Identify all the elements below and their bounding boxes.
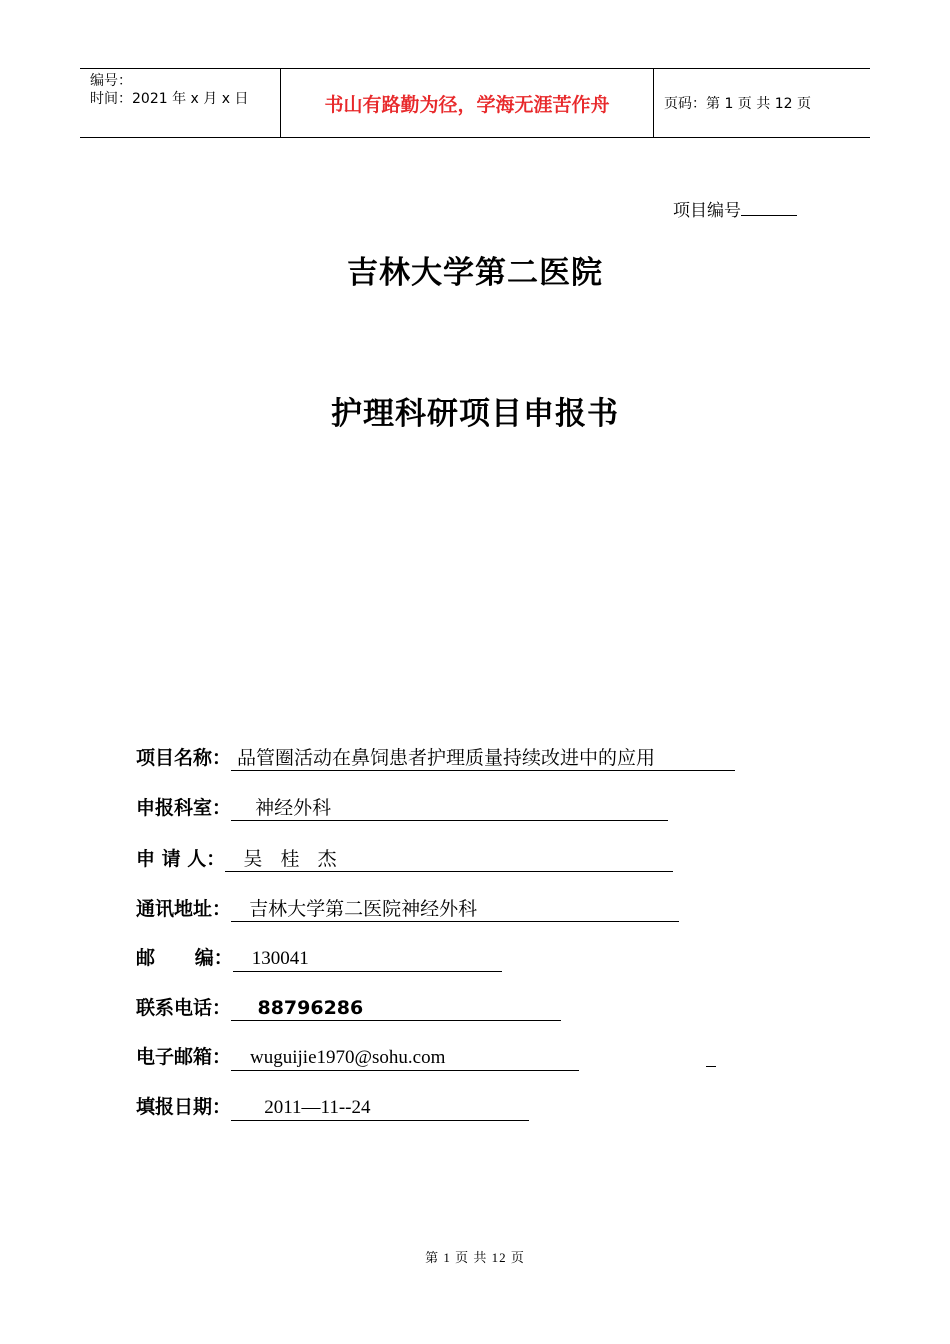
field-postcode: [136, 944, 502, 972]
field-value: 品管圈活动在鼻饲患者护理质量持续改进中的应用: [231, 746, 735, 771]
field-applicant: [136, 845, 673, 873]
header-page-info: 页码：第 1 页 共 12 页: [664, 96, 811, 112]
doc-time-label: 时间：2021 年 x 月 x 日: [90, 91, 249, 107]
field-label: 联系电话：: [136, 997, 232, 1019]
field-email: [136, 1043, 579, 1071]
field-phone: [136, 994, 561, 1022]
field-address: [136, 895, 679, 923]
field-value: 吴 桂 杰: [225, 847, 673, 872]
page-header: [80, 68, 870, 138]
document-title: 护理科研项目申报书: [331, 396, 619, 432]
doc-number-label: 编号：: [90, 73, 132, 89]
field-label: 邮 编：: [136, 947, 233, 969]
field-value: wuguijie1970@sohu.com: [231, 1046, 579, 1071]
field-label: 通讯地址：: [136, 898, 232, 920]
field-value: 130041: [233, 947, 502, 972]
field-value: 神经外科: [231, 796, 668, 821]
field-department: [136, 794, 668, 822]
field-value: 2011—11--24: [231, 1096, 529, 1121]
field-date: [136, 1093, 529, 1121]
field-project-name: [136, 744, 735, 772]
field-value: 吉林大学第二医院神经外科: [231, 897, 679, 922]
email-trailing-underline: [706, 1066, 716, 1067]
project-number: [673, 196, 797, 221]
field-value: 88796286: [231, 996, 561, 1021]
field-label: 申报科室：: [136, 797, 232, 819]
field-label: 填报日期：: [136, 1096, 232, 1118]
field-label: 申 请 人：: [136, 848, 226, 870]
page-footer: 第 1 页 共 12 页: [425, 1250, 525, 1265]
hospital-title: 吉林大学第二医院: [347, 255, 603, 291]
header-meta: [80, 69, 281, 137]
project-number-label: 项目编号: [673, 201, 741, 221]
field-label: 项目名称：: [136, 747, 232, 769]
project-number-blank: [741, 199, 797, 216]
field-label: 电子邮箱：: [136, 1046, 232, 1068]
header-motto: 书山有路勤为径，学海无涯苦作舟: [281, 69, 654, 137]
